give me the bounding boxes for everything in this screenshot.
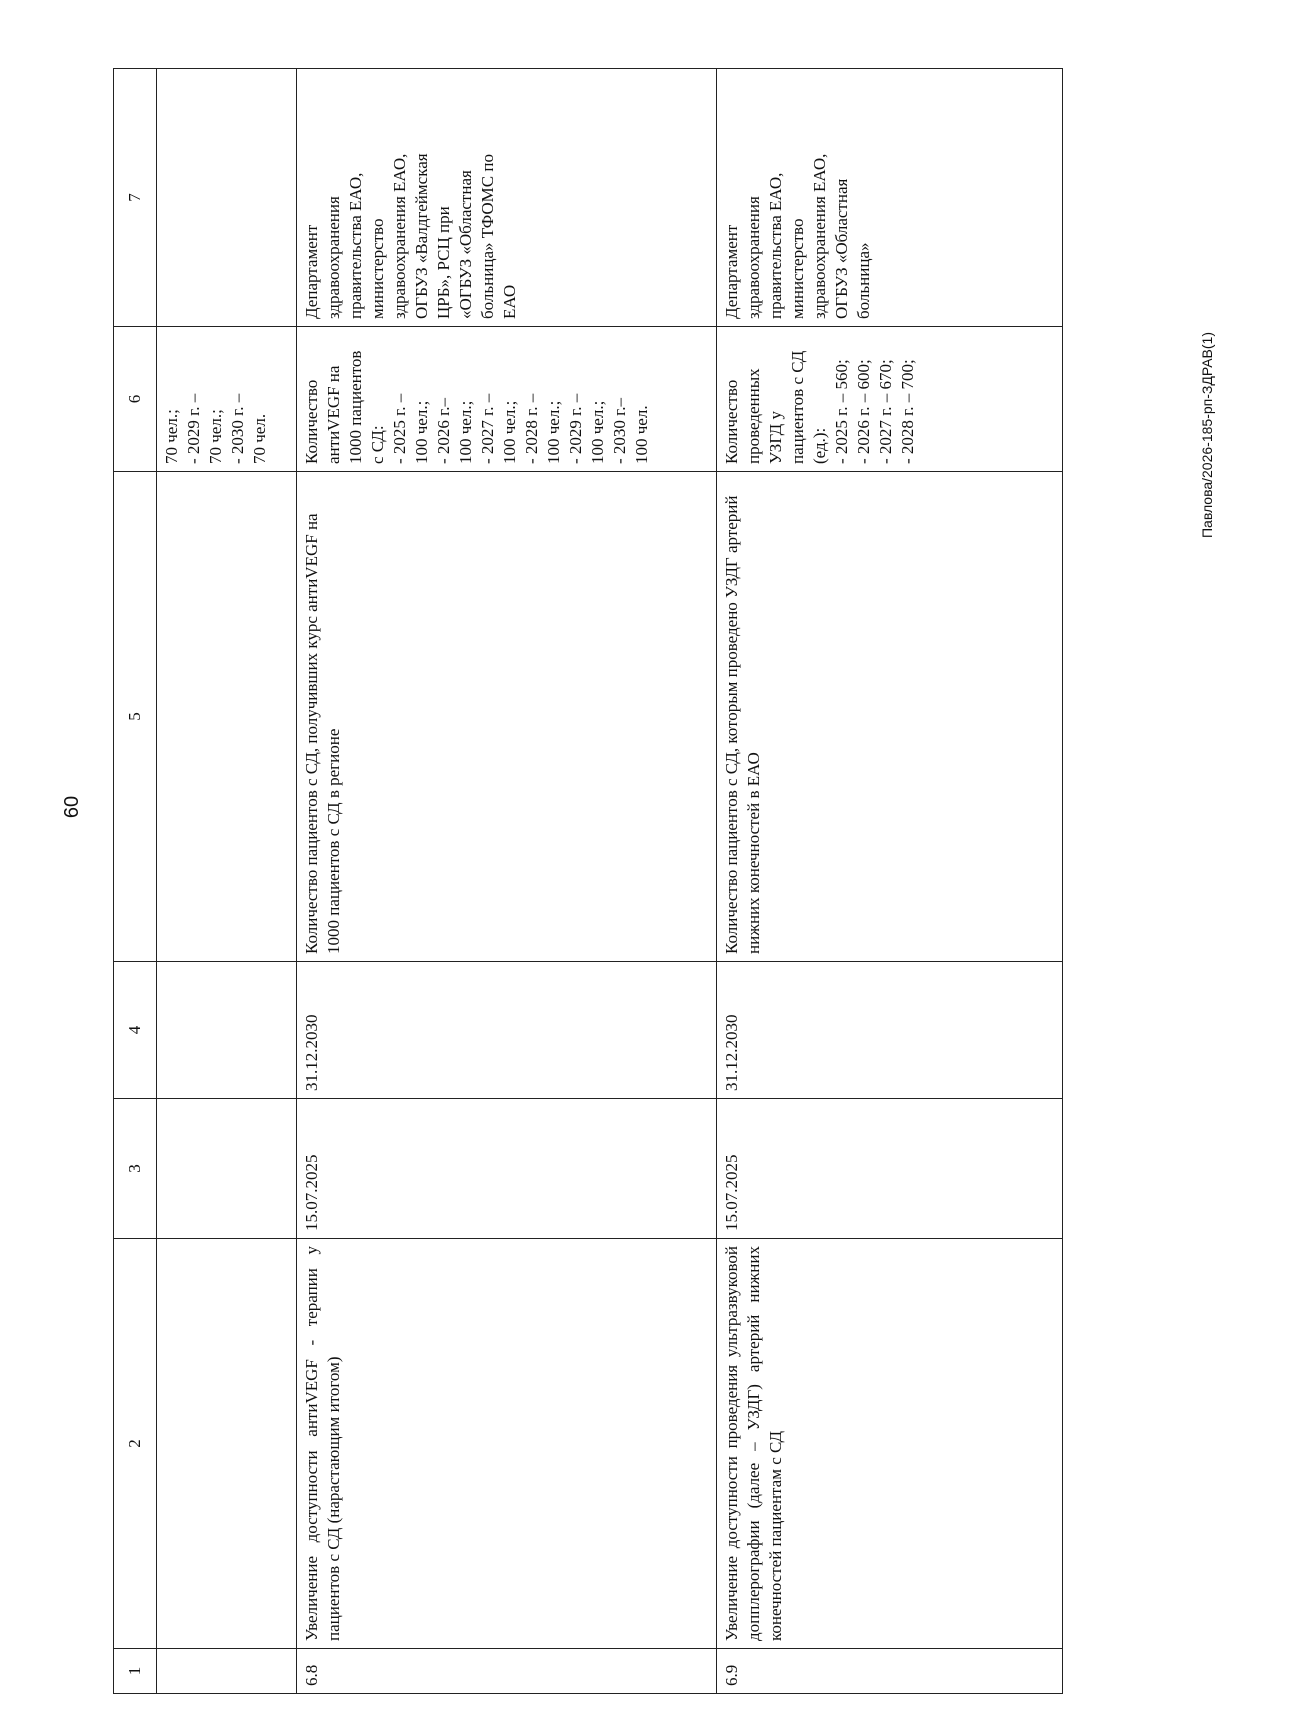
continuation-row	[157, 69, 297, 1694]
continuation-col-3	[157, 1099, 297, 1239]
header-col-3: 3	[114, 1099, 157, 1239]
value-line: - 2027 г. –	[478, 393, 497, 464]
continuation-value-line: 70 чел.;	[162, 409, 181, 464]
continuation-col-4	[157, 962, 297, 1099]
responsible-line: ОГБУЗ «Валдгеймская	[412, 153, 431, 319]
table-row-6-9	[717, 69, 1063, 1694]
responsible-line: больница»	[854, 242, 873, 319]
responsible-line: министерство	[368, 218, 387, 319]
value-line: - 2026 г. – 600;	[854, 359, 873, 464]
table-row-6-8	[297, 69, 717, 1694]
responsible-line: ЦРБ», РСЦ при	[434, 206, 453, 319]
responsible-line: ЕАО	[500, 284, 519, 319]
row-number: 6.9	[717, 1649, 1063, 1694]
header-col-6: 6	[114, 327, 157, 472]
responsible-line: здравоохранения	[324, 196, 343, 319]
value-line: 100 чел.;	[456, 400, 475, 464]
value-line: - 2028 г. – 700;	[898, 359, 917, 464]
continuation-value-line: 70 чел.;	[206, 409, 225, 464]
responsible-line: правительства ЕАО,	[766, 172, 785, 319]
header-row	[114, 69, 157, 1694]
task-text: Увеличение доступности антиVEGF - терапии у пациентов с СД (нарастающим итогом)	[297, 1239, 717, 1649]
continuation-col-2	[157, 1239, 297, 1649]
responsible-line: правительства ЕАО,	[346, 172, 365, 319]
value-line: (ед.):	[810, 427, 829, 464]
measures-table	[113, 68, 1063, 1694]
continuation-values	[157, 327, 297, 472]
responsible-line: здравоохранения ЕАО,	[390, 153, 409, 319]
responsible-line: Департамент	[302, 224, 321, 319]
value-line: - 2028 г. –	[522, 393, 541, 464]
continuation-value-line: 70 чел.	[250, 413, 269, 464]
page-number: 60	[61, 795, 83, 819]
responsible-line: больница» ТФОМС по	[478, 154, 497, 319]
responsible-line: «ОГБУЗ «Областная	[456, 170, 475, 319]
indicator-values	[717, 327, 1063, 472]
continuation-value-line: - 2030 г. –	[228, 393, 247, 464]
header-col-1: 1	[114, 1649, 157, 1694]
responsible-parties	[717, 69, 1063, 327]
value-line: 100 чел.;	[544, 400, 563, 464]
responsible-line: здравоохранения	[744, 196, 763, 319]
responsible-line: министерство	[788, 218, 807, 319]
value-line: - 2026 г.–	[434, 398, 453, 464]
value-line: 100 чел.;	[500, 400, 519, 464]
continuation-col-7	[157, 69, 297, 327]
responsible-line: здравоохранения ЕАО,	[810, 153, 829, 319]
responsible-line: Департамент	[722, 224, 741, 319]
start-date: 15.07.2025	[297, 1099, 717, 1239]
value-line: УЗГД у	[766, 410, 785, 464]
document-code-text: Павлова/2026-185-рп-ЗДРАВ(1)	[1199, 331, 1216, 539]
responsible-line: ОГБУЗ «Областная	[832, 178, 851, 319]
continuation-col-1	[157, 1649, 297, 1694]
table-container	[113, 69, 1063, 1694]
header-col-2: 2	[114, 1239, 157, 1649]
value-line: 1000 пациентов	[346, 350, 365, 464]
value-line: с СД:	[368, 425, 387, 464]
continuation-value-line: - 2029 г. –	[184, 393, 203, 464]
value-line: Количество	[722, 379, 741, 464]
value-line: - 2030 г.–	[610, 398, 629, 464]
start-date: 15.07.2025	[717, 1099, 1063, 1239]
task-text: Увеличение доступности проведения ультразвуковой допплерографии (далее – УЗДГ) артерий нижних конечностей пациентам с СД	[717, 1239, 1063, 1649]
end-date: 31.12.2030	[717, 962, 1063, 1099]
value-line: 100 чел.	[632, 405, 651, 464]
value-line: Количество	[302, 379, 321, 464]
value-line: 100 чел.;	[588, 400, 607, 464]
value-line: - 2025 г. –	[390, 393, 409, 464]
row-number: 6.8	[297, 1649, 717, 1694]
indicator-text: Количество пациентов с СД, которым проведено УЗДГ артерий нижних конечностей в ЕАО	[717, 472, 1063, 962]
document-code	[1104, 331, 1216, 620]
continuation-col-5	[157, 472, 297, 962]
responsible-parties	[297, 69, 717, 327]
value-line: проведенных	[744, 368, 763, 464]
indicator-values	[297, 327, 717, 472]
value-line: антиVEGF на	[324, 365, 343, 464]
header-col-5: 5	[114, 472, 157, 962]
end-date: 31.12.2030	[297, 962, 717, 1099]
value-line: - 2027 г. – 670;	[876, 359, 895, 464]
value-line: 100 чел.;	[412, 400, 431, 464]
indicator-text: Количество пациентов с СД, получивших курс антиVEGF на 1000 пациентов с СД в регионе	[297, 472, 717, 962]
header-col-4: 4	[114, 962, 157, 1099]
value-line: - 2025 г. – 560;	[832, 359, 851, 464]
rotated-table-frame	[113, 69, 1063, 1694]
value-line: - 2029 г. –	[566, 393, 585, 464]
value-line: пациентов с СД	[788, 350, 807, 464]
header-col-7: 7	[114, 69, 157, 327]
